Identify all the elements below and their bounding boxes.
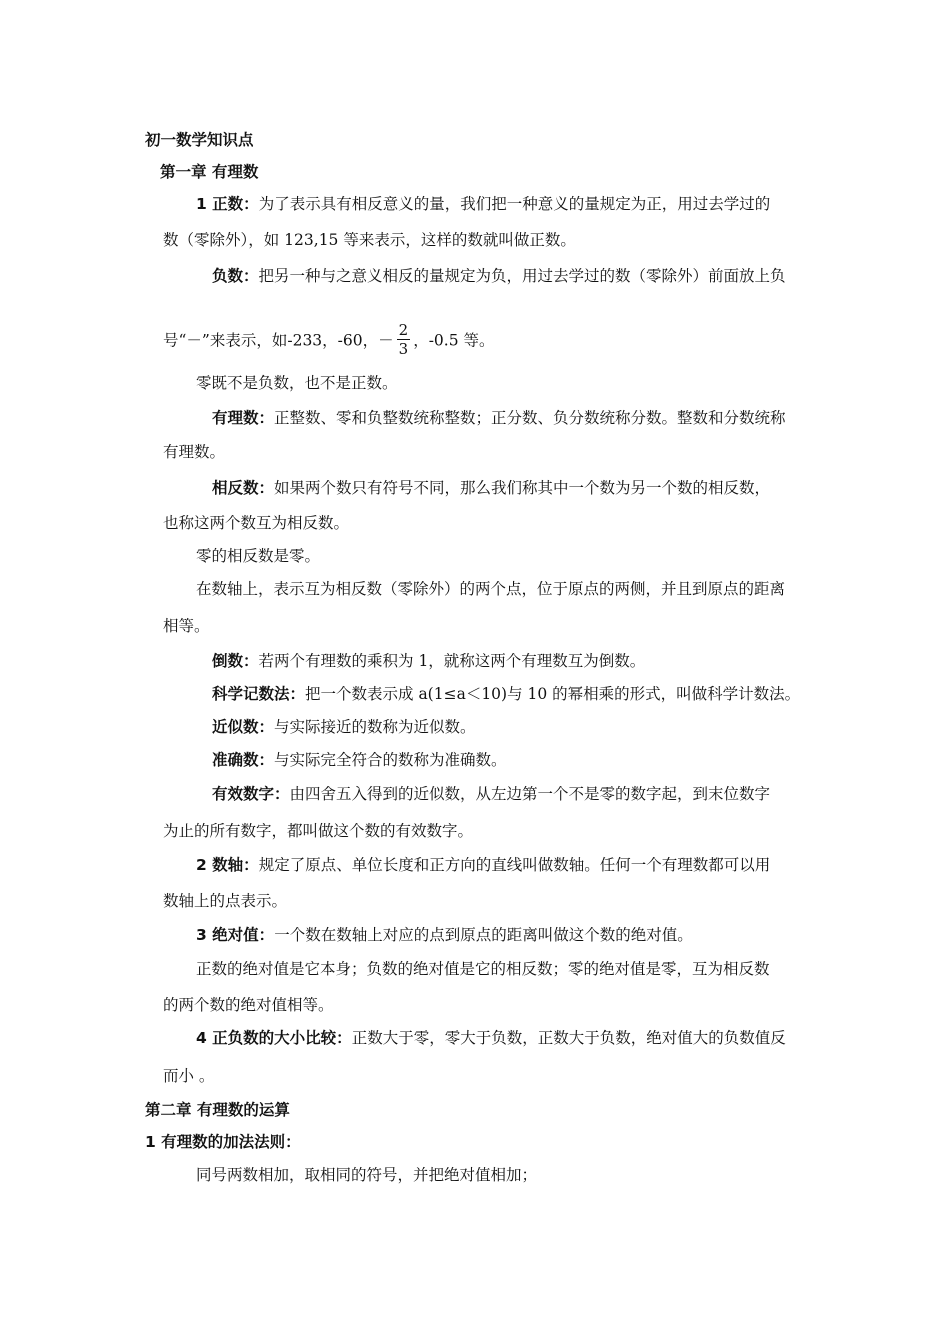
term-sci-notation: 科学记数法： bbox=[212, 685, 306, 703]
chapter-heading-2: 第二章 有理数的运算 bbox=[145, 1101, 290, 1119]
term-negative: 负数： bbox=[212, 267, 259, 285]
paragraph-addition-line1: 同号两数相加，取相同的符号，并把绝对值相加； bbox=[196, 1166, 538, 1184]
paragraph-zero-note: 零既不是负数，也不是正数。 bbox=[196, 374, 398, 392]
term-reciprocal: 倒数： bbox=[212, 652, 259, 670]
paragraph-exact bbox=[212, 749, 507, 771]
text-segment: 号“－”来表示，如-233，-60，－ bbox=[163, 331, 394, 350]
definition-text: 一个数在数轴上对应的点到原点的距离叫做这个数的绝对值。 bbox=[274, 926, 693, 944]
paragraph-opposite-line2: 也称这两个数互为相反数。 bbox=[163, 514, 350, 532]
paragraph-sci-notation bbox=[212, 683, 800, 705]
fraction-denominator: 3 bbox=[398, 340, 409, 358]
paragraph-abs-value bbox=[196, 924, 693, 946]
term-approx: 近似数： bbox=[212, 718, 275, 736]
term-exact: 准确数： bbox=[212, 751, 275, 769]
paragraph-rational-line2: 有理数。 bbox=[163, 443, 226, 461]
paragraph-positive-line1 bbox=[196, 193, 770, 215]
text-segment: ，-0.5 等。 bbox=[413, 331, 495, 350]
paragraph-positive-line2: 数（零除外），如 123,15 等来表示，这样的数就叫做正数。 bbox=[163, 231, 576, 249]
section-heading-addition: 1 有理数的加法法则： bbox=[145, 1133, 301, 1151]
definition-text: 正整数、零和负整数统称整数；正分数、负分数统称分数。整数和分数统称 bbox=[274, 409, 786, 427]
paragraph-compare-line1 bbox=[196, 1027, 786, 1049]
definition-text: 为了表示具有相反意义的量，我们把一种意义的量规定为正，用过去学过的 bbox=[258, 195, 771, 213]
paragraph-number-axis-line2: 数轴上的点表示。 bbox=[163, 892, 288, 910]
paragraph-sig-digits-line1 bbox=[212, 783, 770, 805]
definition-text: 若两个有理数的乘积为 1，就称这两个有理数互为倒数。 bbox=[258, 652, 646, 670]
paragraph-opposite-line1 bbox=[212, 477, 770, 499]
paragraph-rational-line1 bbox=[212, 407, 786, 429]
paragraph-approx bbox=[212, 716, 476, 738]
fraction-numerator: 2 bbox=[398, 321, 409, 339]
term-positive: 1 正数： bbox=[196, 195, 259, 213]
definition-text: 如果两个数只有符号不同，那么我们称其中一个数为另一个数的相反数， bbox=[274, 479, 771, 497]
definition-text: 把一个数表示成 a(1≤a＜10)与 10 的幂相乘的形式，叫做科学计数法。 bbox=[305, 685, 801, 703]
term-opposite: 相反数： bbox=[212, 479, 275, 497]
term-sig-digits: 有效数字： bbox=[212, 785, 290, 803]
paragraph-abs-rules-line2: 的两个数的绝对值相等。 bbox=[163, 996, 334, 1014]
paragraph-axis-opposite-line2: 相等。 bbox=[163, 617, 210, 635]
chapter-heading: 第一章 有理数 bbox=[160, 163, 259, 181]
paragraph-zero-opposite: 零的相反数是零。 bbox=[196, 547, 321, 565]
definition-text: 与实际接近的数称为近似数。 bbox=[274, 718, 476, 736]
definition-text: 正数大于零，零大于负数，正数大于负数，绝对值大的负数值反 bbox=[351, 1029, 786, 1047]
document-title: 初一数学知识点 bbox=[145, 131, 254, 149]
paragraph-abs-rules-line1: 正数的绝对值是它本身；负数的绝对值是它的相反数；零的绝对值是零，互为相反数 bbox=[196, 960, 770, 978]
term-compare: 4 正负数的大小比较： bbox=[196, 1029, 352, 1047]
paragraph-axis-opposite-line1: 在数轴上，表示互为相反数（零除外）的两个点，位于原点的两侧，并且到原点的距离 bbox=[196, 580, 786, 598]
paragraph-compare-line2: 而小 。 bbox=[163, 1067, 215, 1085]
paragraph-negative-line1 bbox=[212, 265, 786, 287]
term-abs-value: 3 绝对值： bbox=[196, 926, 275, 944]
paragraph-reciprocal bbox=[212, 650, 645, 672]
paragraph-negative-line2 bbox=[163, 323, 495, 360]
definition-text: 由四舍五入得到的近似数，从左边第一个不是零的数字起，到末位数字 bbox=[289, 785, 771, 803]
fraction bbox=[397, 321, 411, 358]
definition-text: 与实际完全符合的数称为准确数。 bbox=[274, 751, 507, 769]
definition-text: 把另一种与之意义相反的量规定为负，用过去学过的数（零除外）前面放上负 bbox=[258, 267, 786, 285]
paragraph-sig-digits-line2: 为止的所有数字，都叫做这个数的有效数字。 bbox=[163, 822, 474, 840]
definition-text: 规定了原点、单位长度和正方向的直线叫做数轴。任何一个有理数都可以用 bbox=[258, 856, 771, 874]
paragraph-number-axis-line1 bbox=[196, 854, 770, 876]
term-rational: 有理数： bbox=[212, 409, 275, 427]
term-number-axis: 2 数轴： bbox=[196, 856, 259, 874]
